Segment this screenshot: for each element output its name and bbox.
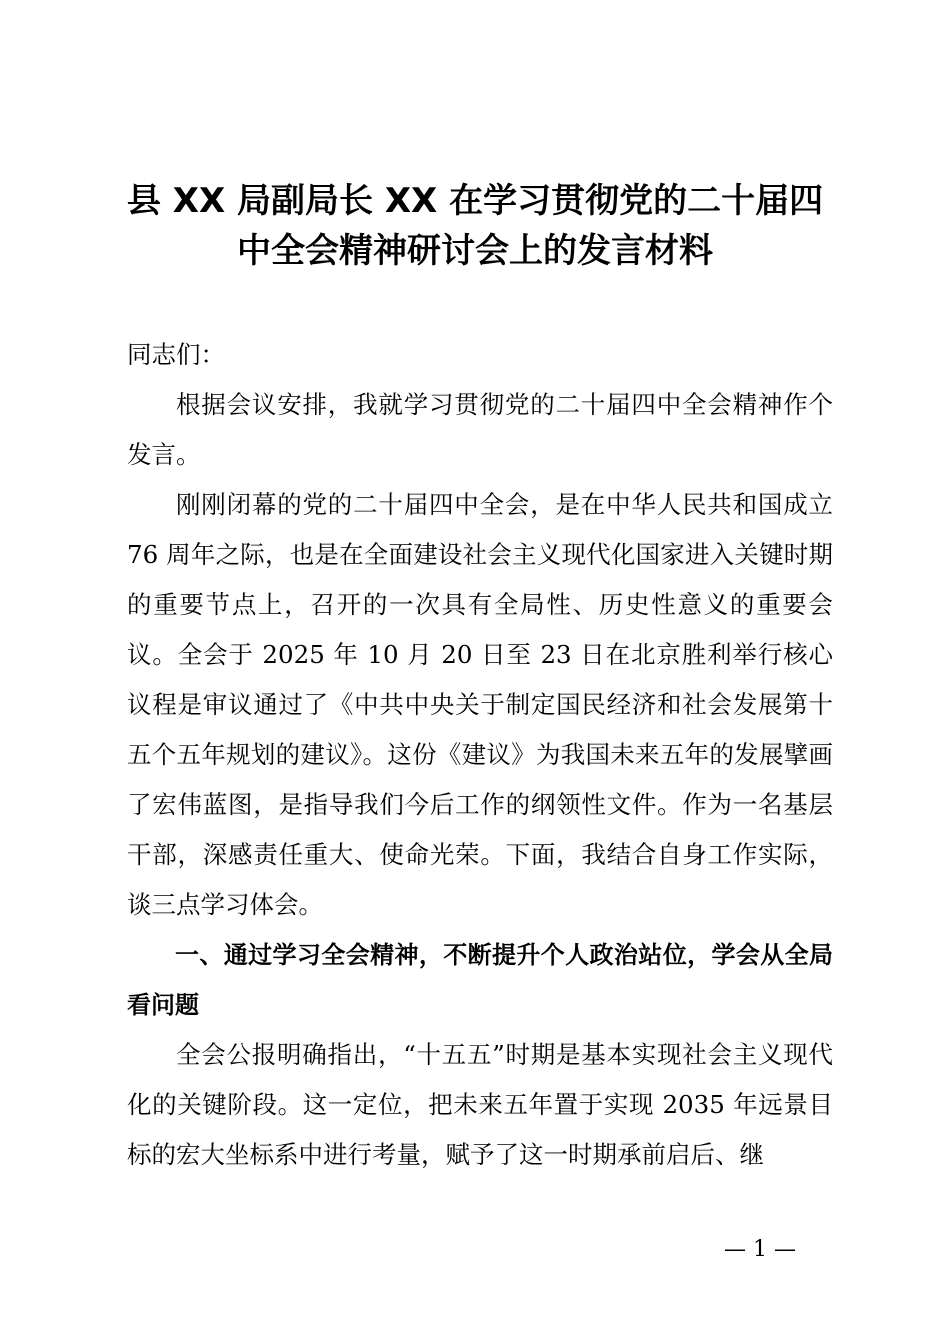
paragraph-background: 刚刚闭幕的党的二十届四中全会，是在中华人民共和国成立 76 周年之际，也是在全面建设社会主义现代化国家进入关键时期的重要节点上，召开的一次具有全局性、历史性意义的重要会议。全会于 2025 年 10 月 20 日至 23 日在北京胜利举行核心议程是审议通过了《中共中央关于制定国民经济和社会发展第十五个五年规划的建议》。这份《建议》为我国未来五年的发展擘画了宏伟蓝图，是指导我们今后工作的纲领性文件。作为一名基层干部，深感责任重大、使命光荣。下面，我结合自身工作实际，谈三点学习体会。	[127, 490, 833, 919]
paragraph-intro: 根据会议安排，我就学习贯彻党的二十届四中全会精神作个发言。	[127, 390, 833, 469]
salutation: 同志们：	[127, 340, 225, 369]
page-number: — 1 —	[724, 1237, 796, 1262]
section-1-paragraph: 全会公报明确指出，“十五五”时期是基本实现社会主义现代化的关键阶段。这一定位，把未来五年置于实现 2035 年远景目标的宏大坐标系中进行考量，赋予了这一时期承前启后、继	[127, 1040, 833, 1169]
title-line-2: 中全会精神研讨会上的发言材料	[237, 231, 713, 271]
title-line-1: 县 XX 局副局长 XX 在学习贯彻党的二十届四	[126, 181, 824, 221]
document-body	[127, 330, 833, 1180]
document-title	[100, 176, 850, 276]
section-heading-1: 一、通过学习全会精神，不断提升个人政治站位，学会从全局看问题	[127, 941, 833, 1019]
